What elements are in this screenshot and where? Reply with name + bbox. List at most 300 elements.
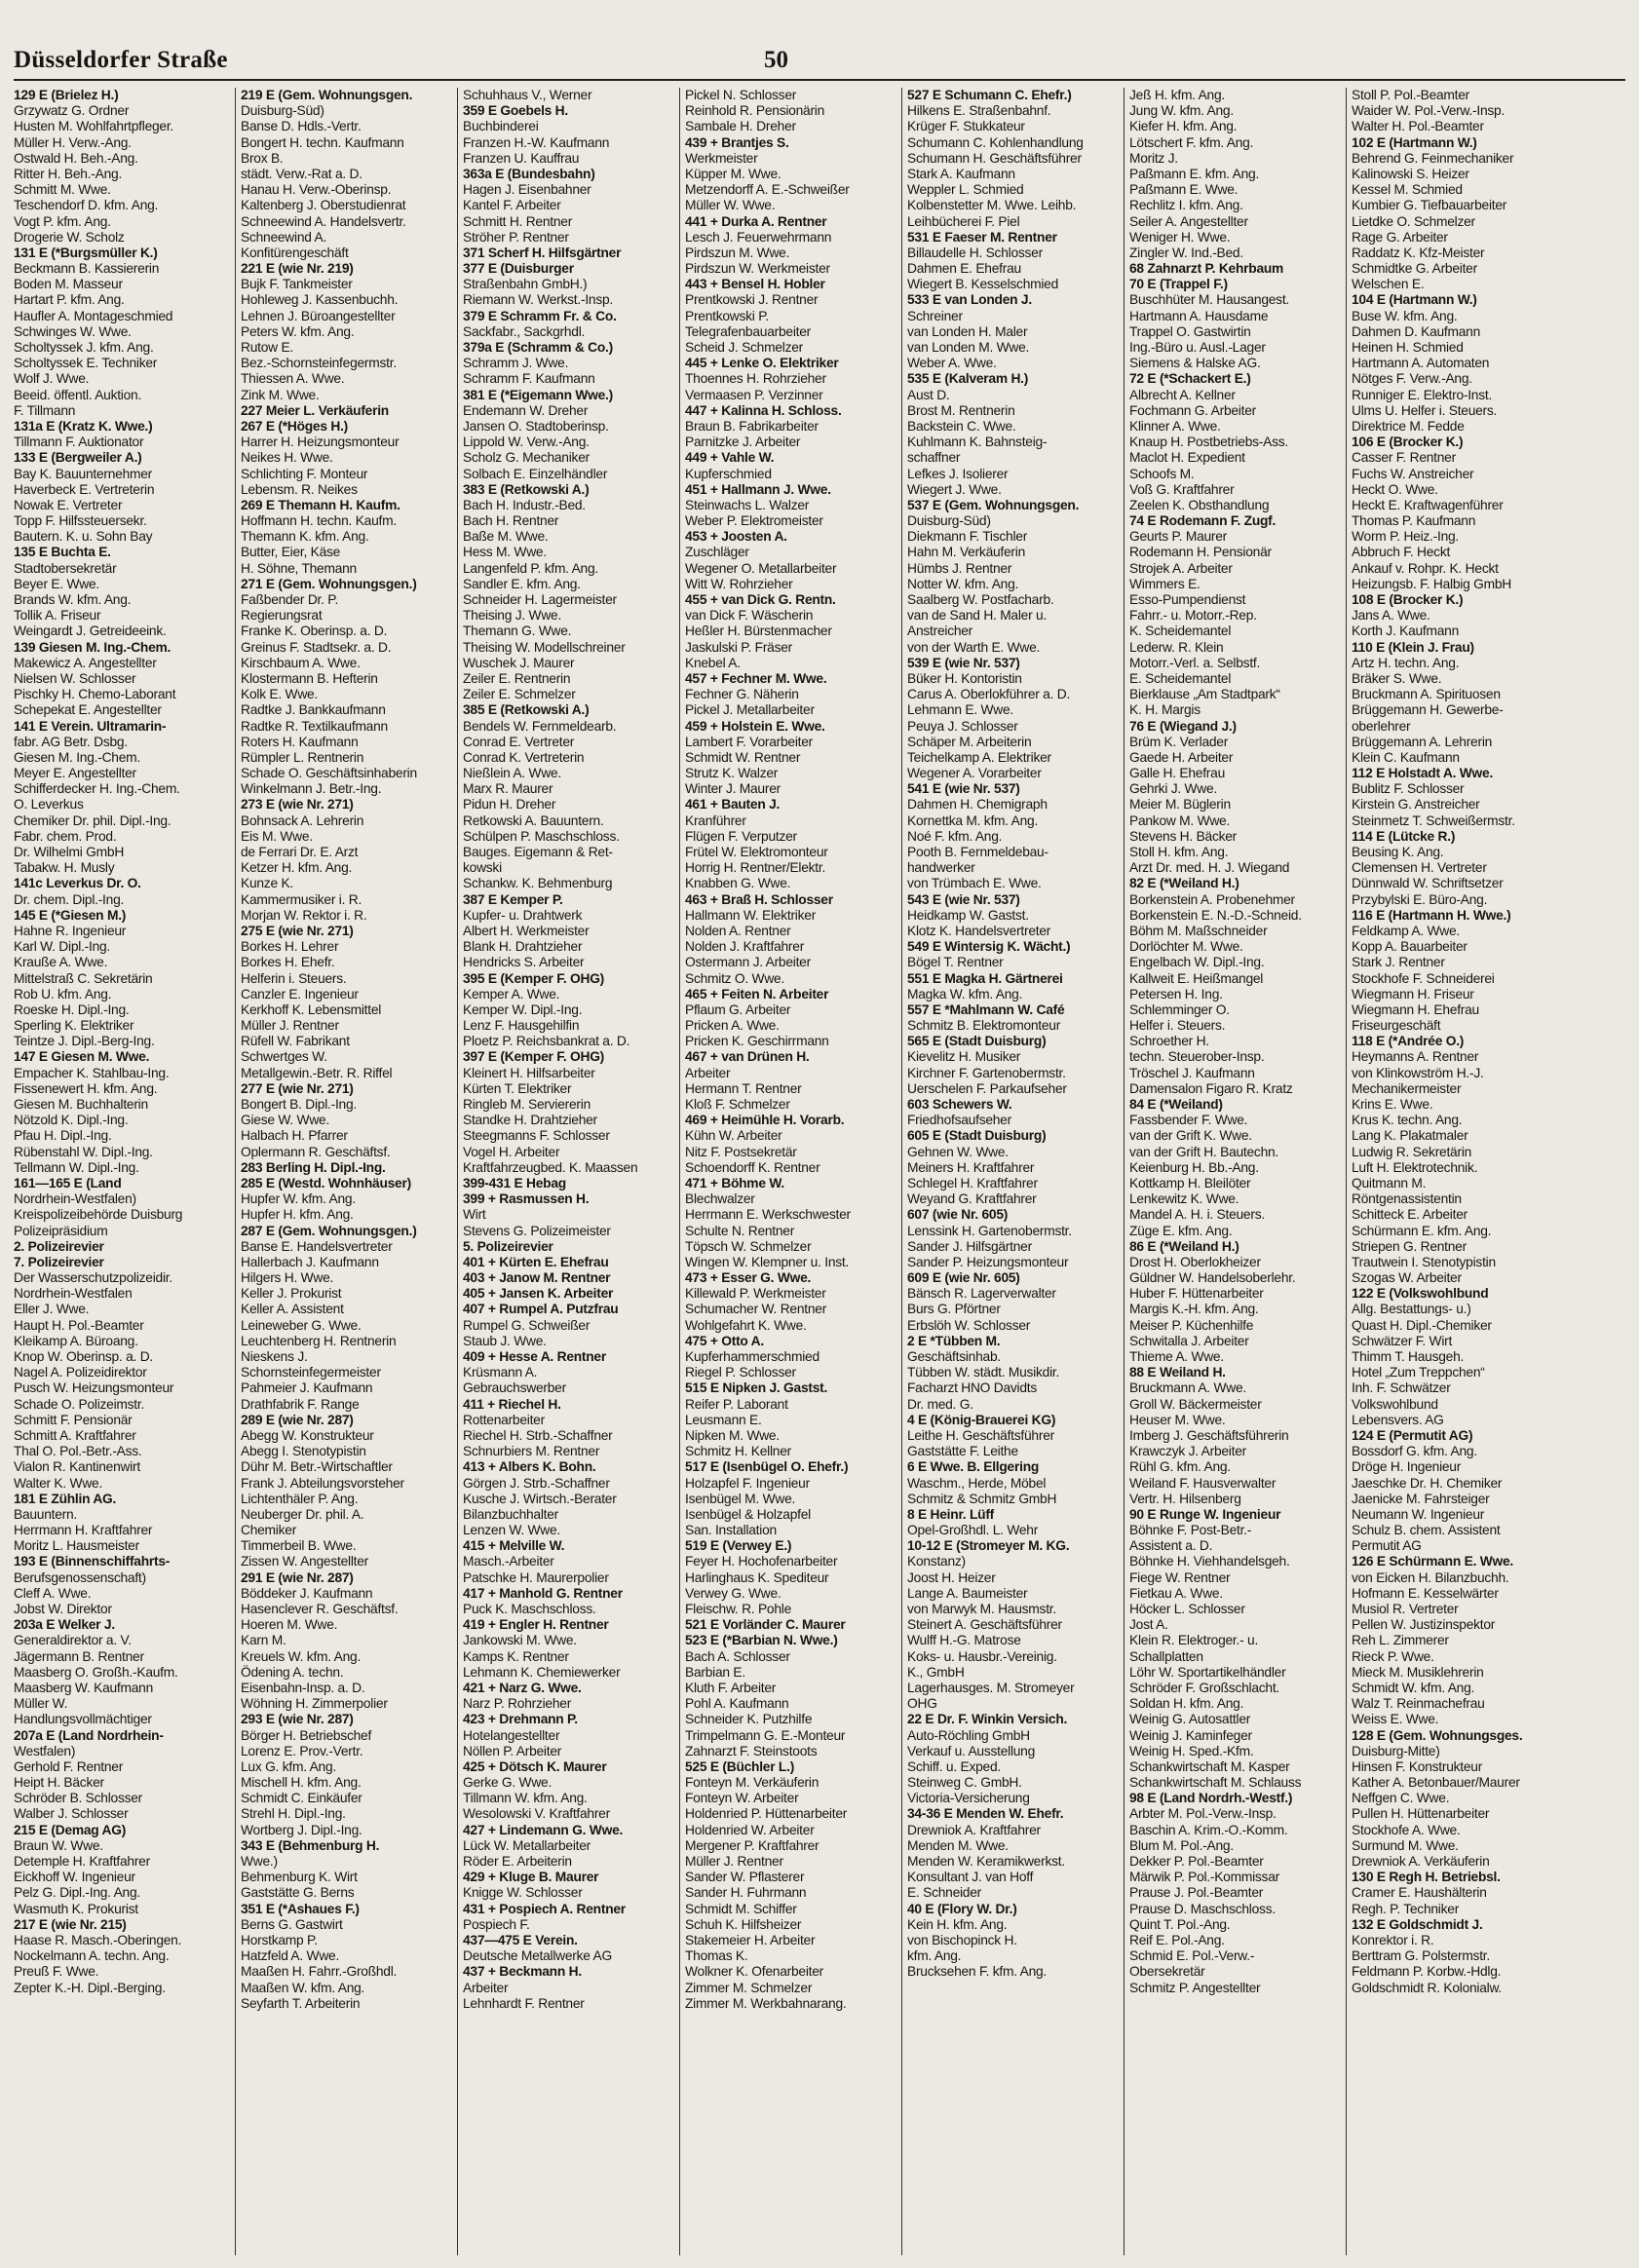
directory-entry: Narz P. Rohrzieher — [463, 1696, 572, 1712]
directory-entry: Stakemeier H. Arbeiter — [685, 1932, 816, 1947]
directory-entry: Kreispolizeibehörde Duisburg — [14, 1207, 183, 1223]
directory-entry: 10-12 E (Stromeyer M. KG. — [907, 1538, 1070, 1554]
directory-entry: Weiland F. Hausverwalter — [1129, 1475, 1277, 1491]
directory-entry: Schneider H. Lagermeister — [463, 592, 617, 607]
directory-entry: Dahmen E. Ehefrau — [907, 261, 1021, 277]
directory-entry: Ulms U. Helfer i. Steuers. — [1352, 402, 1498, 418]
directory-entry: Bierklause „Am Stadtpark“ — [1129, 687, 1280, 702]
directory-entry: 135 E Buchta E. — [14, 545, 111, 560]
directory-entry: 289 E (wie Nr. 287) — [241, 1412, 354, 1427]
directory-entry: Nolden A. Rentner — [685, 923, 791, 938]
directory-entry: Damensalon Figaro R. Kratz — [1129, 1080, 1293, 1096]
directory-entry: Wolkner K. Ofenarbeiter — [685, 1964, 823, 1980]
directory-entry: Kupferschmied — [685, 466, 772, 481]
directory-entry: Wiegert B. Kesselschmied — [907, 277, 1059, 292]
directory-entry: 181 E Zühlin AG. — [14, 1491, 117, 1506]
directory-entry: Lederw. R. Klein — [1129, 639, 1224, 655]
directory-entry: Trimpelmann G. E.-Monteur — [685, 1727, 846, 1743]
directory-entry: Rechlitz I. kfm. Ang. — [1129, 198, 1243, 213]
directory-entry: F. Tillmann — [14, 402, 76, 418]
directory-entry: Kirchner F. Gartenobermstr. — [907, 1065, 1066, 1080]
directory-column — [1124, 88, 1347, 2255]
directory-entry: Kolk E. Wwe. — [241, 687, 319, 702]
directory-entry: Beusing K. Ang. — [1352, 845, 1444, 859]
directory-entry: Horrig H. Rentner/Elektr. — [685, 860, 826, 876]
directory-entry: Weniger H. Wwe. — [1129, 229, 1231, 245]
directory-entry: Büker H. Kontoristin — [907, 670, 1022, 686]
directory-entry: Hoeren M. Wwe. — [241, 1617, 338, 1633]
directory-entry: 141 E Verein. Ultramarin- — [14, 718, 167, 734]
directory-entry: Hinsen F. Konstrukteur — [1352, 1758, 1483, 1774]
directory-entry: K. H. Margis — [1129, 702, 1201, 718]
directory-entry: Haverbeck E. Vertreterin — [14, 481, 155, 497]
directory-entry: Burs G. Pförtner — [907, 1302, 1001, 1317]
directory-entry: Jaenicke M. Fahrsteiger — [1352, 1491, 1490, 1506]
directory-entry: 401 + Kürten E. Ehefrau — [463, 1254, 609, 1269]
directory-entry: Chemiker Dr. phil. Dipl.-Ing. — [14, 813, 172, 828]
directory-entry: von der Warth E. Wwe. — [907, 639, 1041, 655]
directory-entry: 437 + Beckmann H. — [463, 1964, 582, 1980]
directory-entry: Pfau H. Dipl.-Ing. — [14, 1128, 112, 1144]
directory-entry: schaffner — [907, 450, 961, 466]
directory-entry: Carus A. Oberlokführer a. D. — [907, 687, 1071, 702]
directory-entry: Abegg I. Stenotypistin — [241, 1444, 366, 1459]
directory-entry: Victoria-Versicherung — [907, 1791, 1030, 1806]
directory-entry: Werkmeister — [685, 150, 758, 166]
directory-entry: Husten M. Wohlfahrtpfleger. — [14, 119, 174, 134]
directory-entry: Böhnke H. Viehhandelsgeh. — [1129, 1554, 1290, 1569]
directory-entry: Fuchs W. Anstreicher — [1352, 466, 1474, 481]
directory-entry: Meiser P. Küchenhilfe — [1129, 1317, 1254, 1333]
directory-entry: fabr. AG Betr. Dsbg. — [14, 734, 128, 749]
directory-entry: 461 + Bauten J. — [685, 797, 781, 813]
directory-entry: Reifer P. Laborant — [685, 1396, 788, 1412]
directory-entry: Wulff H.-G. Matrose — [907, 1633, 1021, 1648]
directory-entry: Bach H. Rentner — [463, 513, 559, 529]
directory-entry: Clemensen H. Vertreter — [1352, 860, 1487, 876]
directory-entry: Thomas P. Kaufmann — [1352, 513, 1476, 529]
directory-entry: 5. Polizeirevier — [463, 1238, 553, 1254]
directory-entry: 74 E Rodemann F. Zugf. — [1129, 513, 1277, 529]
directory-entry: Hupfer H. kfm. Ang. — [241, 1207, 354, 1223]
directory-entry: Hupfer W. kfm. Ang. — [241, 1191, 356, 1207]
directory-entry: 221 E (wie Nr. 219) — [241, 261, 354, 277]
directory-entry: Pricken K. Geschirrmann — [685, 1034, 829, 1049]
directory-entry: Puck K. Maschschloss. — [463, 1602, 596, 1616]
directory-entry: 453 + Joosten A. — [685, 529, 787, 545]
directory-entry: Fissenewert H. kfm. Ang. — [14, 1080, 158, 1096]
directory-entry: Inh. F. Schwätzer — [1352, 1380, 1451, 1396]
directory-entry: 459 + Holstein E. Wwe. — [685, 718, 825, 734]
directory-entry: 399-431 E Hebag — [463, 1175, 566, 1191]
directory-entry: Tabakw. H. Musly — [14, 860, 115, 876]
directory-entry: Kürten T. Elektriker — [463, 1080, 572, 1096]
directory-entry: K. Scheidemantel — [1129, 624, 1232, 639]
directory-entry: Tübben W. städt. Musikdir. — [907, 1365, 1060, 1380]
directory-entry: 465 + Feiten N. Arbeiter — [685, 986, 829, 1002]
directory-entry: Gaede H. Arbeiter — [1129, 749, 1234, 765]
directory-entry: Tellmann W. Dipl.-Ing. — [14, 1159, 139, 1175]
directory-entry: Drogerie W. Scholz — [14, 229, 125, 245]
directory-entry: Aust D. — [907, 387, 950, 402]
directory-entry: handwerker — [907, 860, 975, 876]
directory-entry: 517 E (Isenbügel O. Ehefr.) — [685, 1459, 849, 1475]
directory-entry: Röder E. Arbeiterin — [463, 1854, 572, 1869]
directory-entry: Rümpler L. Rentnerin — [241, 749, 364, 765]
directory-entry: 34-36 E Menden W. Ehefr. — [907, 1806, 1064, 1822]
directory-entry: Klinner A. Wwe. — [1129, 418, 1221, 434]
directory-entry: Neffgen C. Wwe. — [1352, 1791, 1450, 1806]
directory-entry: Rieck P. Wwe. — [1352, 1648, 1434, 1664]
directory-entry: Hartart P. kfm. Ang. — [14, 292, 125, 308]
directory-entry: Schmidt C. Einkäufer — [241, 1791, 362, 1806]
directory-entry: Mieck M. Musiklehrerin — [1352, 1664, 1484, 1680]
directory-entry: 411 + Riechel H. — [463, 1396, 561, 1412]
directory-entry: 22 E Dr. F. Winkin Versich. — [907, 1712, 1068, 1727]
directory-column — [14, 88, 236, 2255]
directory-entry: 475 + Otto A. — [685, 1333, 764, 1348]
directory-entry: Bräker S. Wwe. — [1352, 670, 1442, 686]
directory-entry: Fietkau A. Wwe. — [1129, 1585, 1223, 1601]
directory-entry: Goldschmidt R. Kolonialw. — [1352, 1980, 1503, 1995]
directory-entry: Ritter H. Beh.-Ang. — [14, 166, 123, 181]
directory-entry: Weinig J. Kaminfeger — [1129, 1727, 1252, 1743]
directory-entry: 603 Schewers W. — [907, 1097, 1012, 1112]
directory-entry: Schmidt W. Rentner — [685, 749, 801, 765]
directory-entry: Heßler H. Bürstenmacher — [685, 624, 832, 639]
directory-entry: Klotz K. Handelsvertreter — [907, 923, 1051, 938]
directory-entry: Bublitz F. Schlosser — [1352, 781, 1465, 797]
directory-entry: 84 E (*Weiland) — [1129, 1097, 1223, 1112]
directory-entry: Masch.-Arbeiter — [463, 1554, 554, 1569]
directory-entry: Pohl A. Kaufmann — [685, 1696, 789, 1712]
directory-entry: Konrektor i. R. — [1352, 1932, 1434, 1947]
directory-entry: Witt W. Rohrzieher — [685, 576, 793, 591]
directory-entry: 405 + Jansen K. Arbeiter — [463, 1286, 614, 1302]
directory-entry: Thal O. Pol.-Betr.-Ass. — [14, 1444, 142, 1459]
directory-entry: Boden M. Masseur — [14, 277, 123, 292]
directory-entry: 463 + Braß H. Schlosser — [685, 891, 833, 907]
directory-entry: Lagerhausges. M. Stromeyer — [907, 1680, 1075, 1695]
directory-entry: Theising W. Modellschreiner — [463, 639, 626, 655]
directory-entry: Wegener A. Vorarbeiter — [907, 766, 1042, 781]
directory-entry: Kluth F. Arbeiter — [685, 1680, 777, 1695]
directory-entry: Weber A. Wwe. — [907, 356, 997, 371]
directory-entry: Reinhold R. Pensionärin — [685, 103, 825, 119]
directory-entry: 106 E (Brocker K.) — [1352, 435, 1464, 450]
directory-entry: 441 + Durka A. Rentner — [685, 213, 827, 229]
directory-entry: Brands W. kfm. Ang. — [14, 592, 132, 607]
directory-entry: 415 + Melville W. — [463, 1538, 565, 1554]
directory-entry: Feldmann P. Korbw.-Hdlg. — [1352, 1964, 1502, 1980]
directory-entry: Borkes H. Lehrer — [241, 939, 339, 955]
directory-entry: Kottkamp H. Bleilöter — [1129, 1175, 1251, 1191]
directory-entry: Paßmann E. kfm. Ang. — [1129, 166, 1260, 181]
directory-entry: Esso-Pumpendienst — [1129, 592, 1246, 607]
directory-entry: Ing.-Büro u. Ausl.-Lager — [1129, 340, 1266, 355]
directory-entry: Görgen J. Strb.-Schaffner — [463, 1475, 610, 1491]
directory-entry: Buchbinderei — [463, 119, 539, 134]
directory-entry: Jansen O. Stadtoberinsp. — [463, 418, 609, 434]
directory-entry: Radtke R. Textilkaufmann — [241, 718, 388, 734]
directory-entry: Schulz B. chem. Assistent — [1352, 1523, 1501, 1538]
directory-entry: 379 E Schramm Fr. & Co. — [463, 308, 617, 323]
directory-entry: 133 E (Bergweiler A.) — [14, 450, 142, 466]
directory-entry: 429 + Kluge B. Maurer — [463, 1870, 599, 1885]
directory-entry: Staub J. Wwe. — [463, 1333, 547, 1348]
directory-entry: Güldner W. Handelsoberlehr. — [1129, 1270, 1296, 1286]
directory-entry: 363a E (Bundesbahn) — [463, 166, 595, 181]
directory-entry: Motorr.-Verl. a. Selbstf. — [1129, 655, 1261, 670]
directory-entry: Arbeiter — [685, 1065, 731, 1080]
directory-entry: 72 E (*Schackert E.) — [1129, 371, 1251, 387]
directory-entry: Rutow E. — [241, 340, 293, 355]
directory-entry: Banse D. Hdls.-Vertr. — [241, 119, 362, 134]
directory-entry: 467 + van Drünen H. — [685, 1049, 810, 1065]
directory-entry: Müller H. Verw.-Ang. — [14, 134, 132, 150]
directory-entry: Strehl H. Dipl.-Ing. — [241, 1806, 346, 1822]
directory-entry: Müller W. Wwe. — [685, 198, 776, 213]
directory-entry: Kiefer H. kfm. Ang. — [1129, 119, 1238, 134]
directory-entry: Sander H. Fuhrmann — [685, 1885, 807, 1901]
directory-entry: Müller J. Rentner — [685, 1854, 783, 1869]
directory-entry: Kleikamp A. Büroang. — [14, 1333, 138, 1348]
directory-entry: Berufsgenossenschaft) — [14, 1569, 146, 1585]
directory-entry: 293 E (wie Nr. 287) — [241, 1712, 354, 1727]
directory-entry: Patschke H. Maurerpolier — [463, 1569, 609, 1585]
directory-entry: 557 E *Mahlmann W. Café — [907, 1002, 1065, 1017]
directory-entry: Wuschek J. Maurer — [463, 655, 575, 670]
directory-entry: Schallplatten — [1129, 1648, 1203, 1664]
directory-entry: Backstein C. Wwe. — [907, 418, 1016, 434]
directory-entry: Kloß F. Schmelzer — [685, 1097, 790, 1112]
directory-entry: Schmitz H. Kellner — [685, 1444, 791, 1459]
directory-entry: 515 E Nipken J. Gastst. — [685, 1380, 828, 1396]
directory-entry: Obersekretär — [1129, 1964, 1205, 1980]
directory-entry: Dünnwald W. Schriftsetzer — [1352, 876, 1504, 891]
directory-entry: techn. Steuerober-Insp. — [1129, 1049, 1265, 1065]
directory-entry: Kemper W. Dipl.-Ing. — [463, 1002, 583, 1017]
directory-entry: Lietdke O. Schmelzer — [1352, 213, 1475, 229]
directory-entry: Anstreicher — [907, 624, 973, 639]
directory-entry: 4 E (König-Brauerei KG) — [907, 1412, 1056, 1427]
directory-entry: Steinert A. Geschäftsführer — [907, 1617, 1062, 1633]
directory-entry: Kantel F. Arbeiter — [463, 198, 561, 213]
directory-entry: Regierungsrat — [241, 608, 323, 624]
directory-entry: Horstkamp P. — [241, 1932, 318, 1947]
directory-entry: Prentkowski P. — [685, 308, 769, 323]
directory-entry: Gaststätte G. Berns — [241, 1885, 355, 1901]
directory-entry: 381 E (*Eigemann Wwe.) — [463, 387, 613, 402]
directory-entry: OHG — [907, 1696, 937, 1712]
directory-entry: Dahmen D. Kaufmann — [1352, 323, 1481, 339]
directory-entry: Pricken A. Wwe. — [685, 1018, 780, 1034]
directory-entry: Reh L. Zimmerer — [1352, 1633, 1449, 1648]
directory-entry: Hasenclever R. Geschäftsf. — [241, 1602, 399, 1616]
directory-entry: Wwe.) — [241, 1854, 278, 1869]
directory-entry: Opel-Großhdl. L. Wehr — [907, 1523, 1039, 1538]
directory-entry: Auto-Röchling GmbH — [907, 1727, 1030, 1743]
directory-entry: Schmitt A. Kraftfahrer — [14, 1427, 136, 1443]
directory-entry: Buschhüter M. Hausangest. — [1129, 292, 1290, 308]
directory-entry: Radtke J. Bankkaufmann — [241, 702, 386, 718]
directory-entry: 403 + Janow M. Rentner — [463, 1270, 611, 1286]
directory-entry: Kirstein G. Anstreicher — [1352, 797, 1480, 813]
directory-entry: Kievelitz H. Musiker — [907, 1049, 1021, 1065]
directory-entry: Allg. Bestattungs- u.) — [1352, 1302, 1471, 1317]
directory-entry: Schiff. u. Exped. — [907, 1758, 1001, 1774]
directory-entry: Conrad K. Vertreterin — [463, 749, 585, 765]
directory-entry: Schmitz P. Angestellter — [1129, 1980, 1261, 1995]
directory-entry: Schumann H. Geschäftsführer — [907, 150, 1082, 166]
directory-entry: 427 + Lindemann G. Wwe. — [463, 1822, 624, 1837]
directory-entry: 425 + Dötsch K. Maurer — [463, 1758, 607, 1774]
directory-entry: Konstanz) — [907, 1554, 966, 1569]
directory-entry: Klostermann B. Hefterin — [241, 670, 378, 686]
directory-entry: 82 E (*Weiland H.) — [1129, 876, 1239, 891]
directory-entry: 413 + Albers K. Bohn. — [463, 1459, 596, 1475]
directory-entry: Gehrki J. Wwe. — [1129, 781, 1218, 797]
directory-entry: Arzt Dr. med. H. J. Wiegand — [1129, 860, 1290, 876]
directory-entry: Killewald P. Werkmeister — [685, 1286, 826, 1302]
directory-entry: 445 + Lenke O. Elektriker — [685, 356, 839, 371]
directory-entry: Friseurgeschäft — [1352, 1018, 1441, 1034]
directory-entry: Retkowski A. Bauuntern. — [463, 813, 604, 828]
directory-entry: Parnitzke J. Arbeiter — [685, 435, 801, 450]
directory-entry: Thimm T. Hausgeh. — [1352, 1349, 1465, 1364]
directory-entry: Borkes H. Ehefr. — [241, 955, 335, 970]
directory-entry: Brost M. Rentnerin — [907, 402, 1015, 418]
directory-entry: Siemens & Halske AG. — [1129, 356, 1261, 371]
directory-entry: Conrad E. Vertreter — [463, 734, 575, 749]
directory-entry: 531 E Faeser M. Rentner — [907, 229, 1057, 245]
directory-entry: 543 E (wie Nr. 537) — [907, 891, 1020, 907]
directory-entry: Heuser M. Wwe. — [1129, 1412, 1226, 1427]
directory-entry: van Londen H. Maler — [907, 323, 1028, 339]
directory-entry: 419 + Engler H. Rentner — [463, 1617, 609, 1633]
directory-entry: Nagel A. Polizeidirektor — [14, 1365, 147, 1380]
directory-entry: Gebrauchswerber — [463, 1380, 566, 1396]
directory-entry: Dr. med. G. — [907, 1396, 973, 1412]
directory-entry: Schumacher W. Rentner — [685, 1302, 827, 1317]
directory-entry: 112 E Holstadt A. Wwe. — [1352, 766, 1494, 781]
directory-entry: Nowak E. Vertreter — [14, 497, 123, 512]
directory-entry: Weber P. Elektromeister — [685, 513, 823, 529]
directory-entry: Seyfarth T. Arbeiterin — [241, 1995, 361, 2011]
directory-entry: Maasberg W. Kaufmann — [14, 1680, 154, 1695]
directory-entry: Schnurbiers M. Rentner — [463, 1444, 600, 1459]
directory-entry: Behrend G. Feinmechaniker — [1352, 150, 1514, 166]
directory-entry: Lambert F. Vorarbeiter — [685, 734, 813, 749]
directory-entry: Hotel „Zum Treppchen“ — [1352, 1365, 1485, 1380]
directory-entry: Dröge H. Ingenieur — [1352, 1459, 1462, 1475]
directory-entry: Hallmann W. Elektriker — [685, 907, 817, 923]
directory-entry: Lichtenthäler P. Ang. — [241, 1491, 359, 1506]
directory-entry: Thomas K. — [685, 1948, 748, 1964]
directory-entry: de Ferrari Dr. E. Arzt — [241, 845, 359, 859]
directory-entry: Märwik P. Pol.-Kommissar — [1129, 1870, 1279, 1885]
directory-entry: Sambale H. Dreher — [685, 119, 796, 134]
directory-entry: Lesch J. Feuerwehrmann — [685, 229, 832, 245]
directory-entry: 271 E (Gem. Wohnungsgen.) — [241, 576, 417, 591]
directory-entry: Ankauf v. Rohpr. K. Heckt — [1352, 560, 1499, 576]
directory-entry: Artz H. techn. Ang. — [1352, 655, 1460, 670]
directory-entry: Schroether H. — [1129, 1034, 1209, 1049]
directory-entry: Banse E. Handelsvertreter — [241, 1238, 393, 1254]
directory-entry: 541 E (wie Nr. 537) — [907, 781, 1020, 797]
directory-entry: Eickhoff W. Ingenieur — [14, 1870, 135, 1885]
directory-entry: Ploetz P. Reichsbankrat a. D. — [463, 1034, 630, 1049]
directory-entry: Küpper M. Wwe. — [685, 166, 781, 181]
directory-entry: Maaßen W. kfm. Ang. — [241, 1980, 365, 1995]
directory-entry: Vogt P. kfm. Ang. — [14, 213, 111, 229]
directory-entry: 76 E (Wiegand J.) — [1129, 718, 1237, 734]
directory-entry: Handlungsvollmächtiger — [14, 1712, 152, 1727]
directory-entry: Lange A. Baumeister — [907, 1585, 1028, 1601]
directory-entry: Arbter M. Pol.-Verw.-Insp. — [1129, 1806, 1277, 1822]
directory-entry: Kolbenstetter M. Wwe. Leihb. — [907, 198, 1077, 213]
directory-entry: 130 E Regh H. Betriebsl. — [1352, 1870, 1501, 1885]
directory-entry: von Klinkowström H.-J. — [1352, 1065, 1484, 1080]
directory-entry: Lück W. Metallarbeiter — [463, 1837, 591, 1853]
directory-entry: Schmidt W. kfm. Ang. — [1352, 1680, 1475, 1695]
directory-entry: Schneider K. Putzhilfe — [685, 1712, 813, 1727]
directory-entry: Hilgers H. Wwe. — [241, 1270, 334, 1286]
directory-entry: Wöhning H. Zimmerpolier — [241, 1696, 388, 1712]
directory-entry: Canzler E. Ingenieur — [241, 986, 359, 1002]
directory-entry: Klein R. Elektroger.- u. — [1129, 1633, 1259, 1648]
directory-entry: Luft H. Elektrotechnik. — [1352, 1159, 1478, 1175]
directory-entry: Haupt H. Pol.-Beamter — [14, 1317, 144, 1333]
directory-entry: 451 + Hallmann J. Wwe. — [685, 481, 831, 497]
directory-entry: 219 E (Gem. Wohnungsgen. — [241, 88, 413, 102]
directory-entry: Hagen J. Eisenbahner — [463, 182, 591, 198]
directory-entry: Weyand G. Kraftfahrer — [907, 1191, 1037, 1207]
directory-entry: Keienburg H. Bb.-Ang. — [1129, 1159, 1259, 1175]
directory-entry: Albert H. Werkmeister — [463, 923, 590, 938]
directory-entry: Heckt O. Wwe. — [1352, 481, 1438, 497]
directory-entry: Isenbügel & Holzapfel — [685, 1506, 811, 1522]
directory-entry: Jankowski M. Wwe. — [463, 1633, 577, 1648]
directory-entry: 471 + Böhme W. — [685, 1175, 784, 1191]
directory-entry: Franzen H.-W. Kaufmann — [463, 134, 610, 150]
directory-entry: Eisenbahn-Insp. a. D. — [241, 1680, 365, 1695]
directory-entry: Runniger E. Elektro-Inst. — [1352, 387, 1493, 402]
directory-entry: Züge E. kfm. Ang. — [1129, 1223, 1233, 1238]
directory-entry: Albrecht A. Kellner — [1129, 387, 1236, 402]
directory-entry: Themann G. Wwe. — [463, 624, 572, 639]
directory-entry: Lötschert F. kfm. Ang. — [1129, 134, 1254, 150]
directory-entry: Volkswohlbund — [1352, 1396, 1438, 1412]
directory-entry: Flügen F. Verputzer — [685, 828, 797, 844]
directory-entry: Preuß F. Wwe. — [14, 1964, 99, 1980]
directory-entry: 217 E (wie Nr. 215) — [14, 1916, 127, 1932]
directory-entry: Braun W. Wwe. — [14, 1837, 103, 1853]
directory-entry: Schmidtke G. Arbeiter — [1352, 261, 1477, 277]
directory-entry: 275 E (wie Nr. 271) — [241, 923, 354, 938]
directory-entry: Peters W. kfm. Ang. — [241, 323, 355, 339]
directory-entry: Schmitz & Schmitz GmbH — [907, 1491, 1057, 1506]
directory-entry: 431 + Pospiech A. Rentner — [463, 1901, 626, 1916]
directory-entry: Lehnen J. Büroangestellter — [241, 308, 396, 323]
directory-entry: Krawczyk J. Arbeiter — [1129, 1444, 1246, 1459]
directory-entry: 535 E (Kalveram H.) — [907, 371, 1029, 387]
directory-entry: Heidkamp W. Gastst. — [907, 907, 1029, 923]
directory-entry: Lenzen W. Wwe. — [463, 1523, 561, 1538]
directory-entry: Duisburg-Süd) — [241, 103, 324, 119]
directory-entry: Szogas W. Arbeiter — [1352, 1270, 1462, 1286]
directory-entry: Brüm K. Verlader — [1129, 734, 1229, 749]
